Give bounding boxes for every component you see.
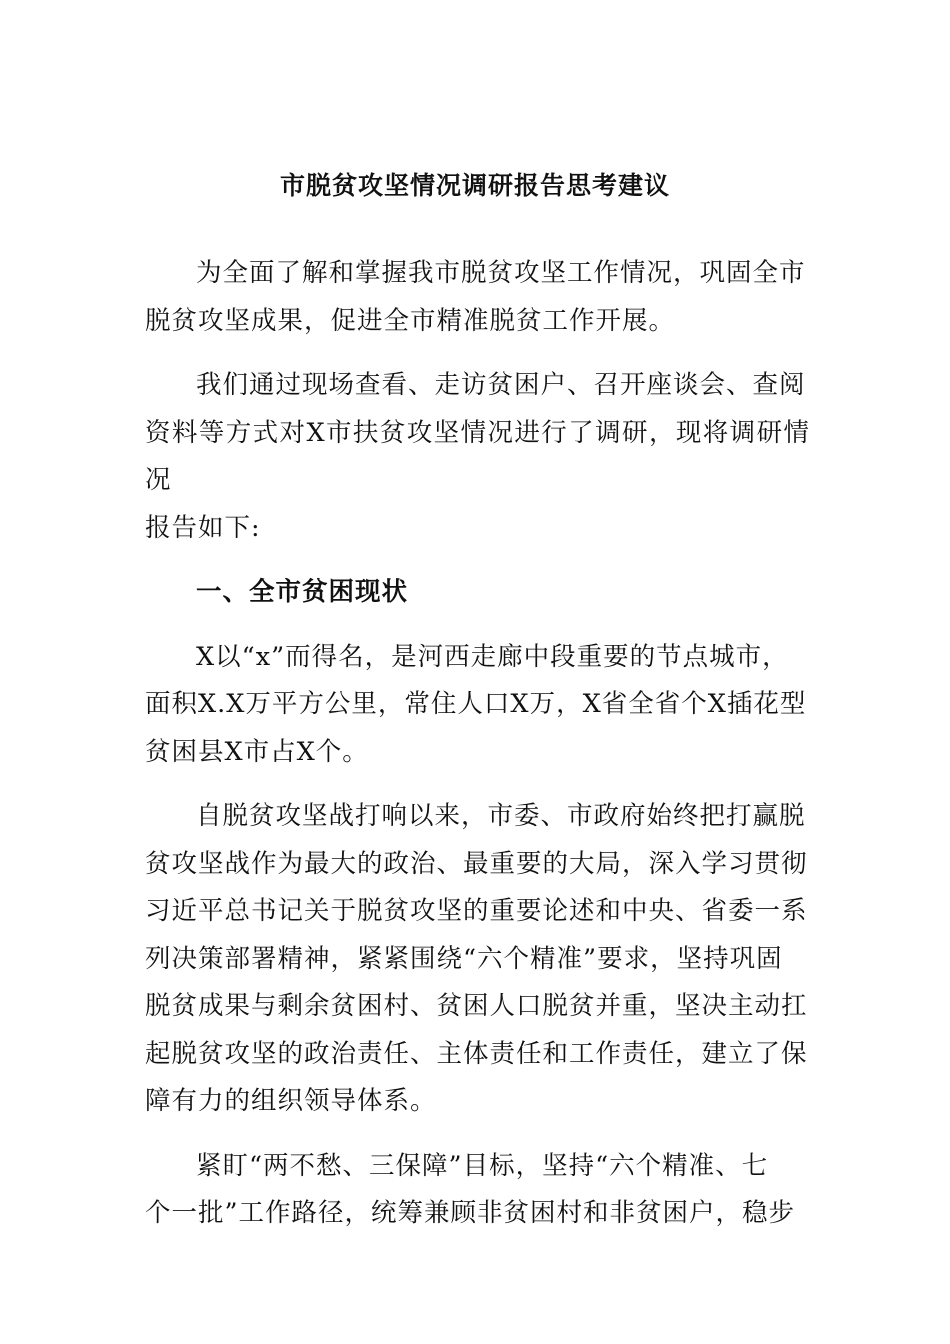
text-line: 个一批”工作路径，统筹兼顾非贫困村和非贫困户，稳步 [145,1198,796,1228]
intro-paragraph-2 [145,362,810,552]
text-line: 为全面了解和掌握我市脱贫攻坚工作情况，巩固全市 [196,258,806,288]
text-line: 报告如下: [145,512,261,543]
text-line: 面积X.X万平方公里，常住人口X万，X省全省个X插花型 [145,689,807,719]
document-title: 市脱贫攻坚情况调研报告思考建议 [279,171,670,200]
section-paragraph-3 [145,1143,810,1238]
document-body [145,250,810,1255]
section-paragraph-1 [145,634,810,777]
text-line: 自脱贫攻坚战打响以来，市委、市政府始终把打赢脱 [196,801,806,831]
intro-paragraph-1 [145,250,810,345]
text-line: 我们通过现场查看、走访贫困户、召开座谈会、查阅 [196,370,806,400]
text-line: X以“x”而得名，是河西走廊中段重要的节点城市， [196,641,789,672]
text-line: 障有力的组织领导体系。 [145,1086,437,1116]
text-line: 资料等方式对X市扶贫攻坚情况进行了调研，现将调研情况 [145,417,810,495]
text-line: 贫困县X市占X个。 [145,736,369,767]
text-line: 习近平总书记关于脱贫攻坚的重要论述和中央、省委一系 [145,896,808,926]
text-line: 脱贫成果与剩余贫困村、贫困人口脱贫并重，坚决主动扛 [145,991,808,1021]
section-paragraph-2 [145,793,810,1126]
text-line: 列决策部署精神，紧紧围绕“六个精准”要求，坚持巩固 [145,943,783,974]
section-heading: 一、全市贫困现状 [196,577,409,607]
text-line: 贫攻坚战作为最大的政治、最重要的大局，深入学习贯彻 [145,848,808,879]
text-line: 紧盯“两不愁、三保障”目标，坚持“六个精准、七 [196,1150,769,1181]
text-line: 起脱贫攻坚的政治责任、主体责任和工作责任，建立了保 [145,1038,808,1069]
text-line: 脱贫攻坚成果，促进全市精准脱贫工作开展。 [145,305,676,336]
